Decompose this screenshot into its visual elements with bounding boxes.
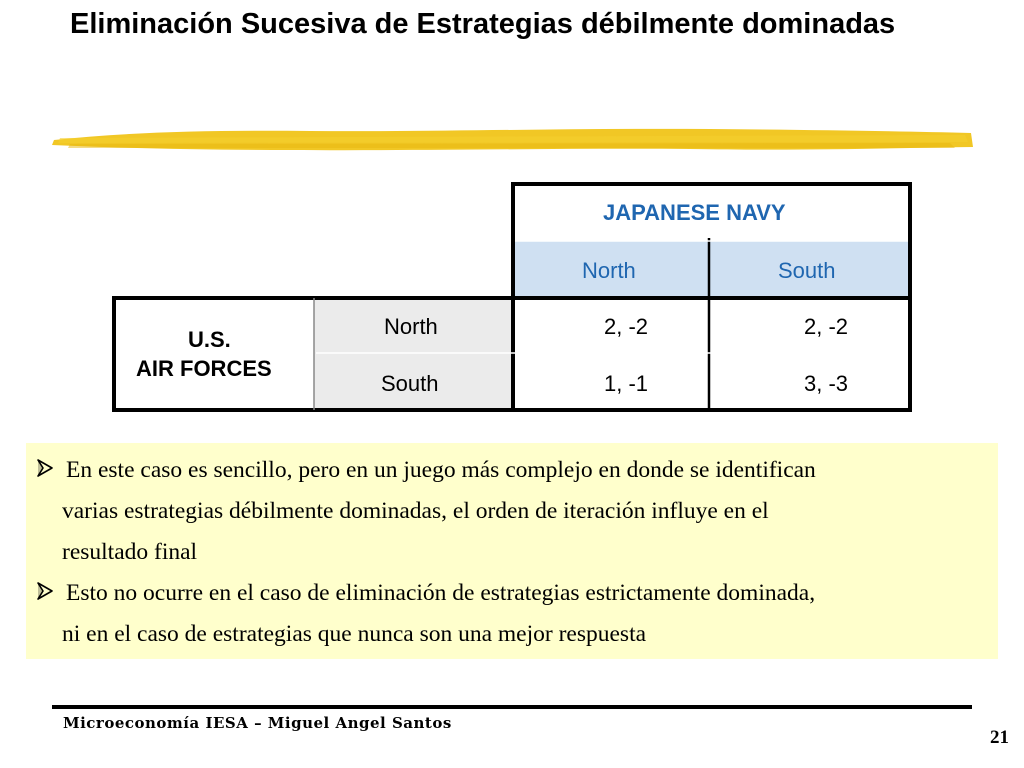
payoff-north-north: 2, -2 (604, 314, 649, 339)
bullet-text-line: Esto no ocurre en el caso de eliminación de estrategias estrictamente dominada, (66, 580, 816, 606)
page-number: 21 (990, 727, 1009, 748)
column-player-label: JAPANESE NAVY (603, 200, 786, 225)
arrow-bullet-icon (36, 573, 66, 614)
row-player-label-line1: U.S. (188, 327, 231, 352)
slide-title: Eliminación Sucesiva de Estrategias débilmente dominadas (70, 8, 896, 40)
payoff-south-north: 1, -1 (604, 371, 649, 396)
bullet-item (36, 450, 816, 573)
bullet-text-line: resultado final (62, 539, 198, 565)
payoff-south-south: 3, -3 (804, 371, 849, 396)
row-player-label-line2: AIR FORCES (136, 356, 272, 381)
column-header-south: South (778, 258, 836, 283)
row-label-south: South (381, 371, 439, 396)
footer-text: Microeconomía IESA – Miguel Angel Santos (63, 714, 452, 732)
bullet-item (36, 573, 815, 655)
bullet-text-line: En este caso es sencillo, pero en un juego más complejo en donde se identifican (66, 457, 816, 483)
footer-divider (52, 705, 972, 709)
row-label-north: North (384, 314, 438, 339)
payoff-north-south: 2, -2 (804, 314, 849, 339)
column-header-north: North (582, 258, 636, 283)
bullet-text-line: varias estrategias débilmente dominadas, el orden de iteración influye en el (62, 498, 769, 524)
arrow-bullet-icon (36, 450, 66, 491)
bullet-text-line: ni en el caso de estrategias que nunca son una mejor respuesta (62, 621, 647, 647)
